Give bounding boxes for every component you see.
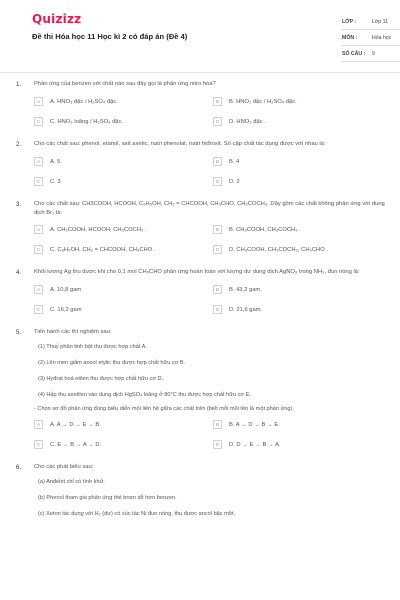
statement: (1) Thuỷ phân tinh bột thu được hợp chất A. [38, 344, 147, 350]
option-text: B. 43,2 gam. [229, 286, 262, 293]
answer-option-d[interactable] [213, 117, 386, 126]
statement: (a) Anđehit chỉ có tính khử. [38, 479, 105, 485]
option-letter-box: B [213, 97, 222, 106]
question [16, 463, 386, 518]
answer-options [34, 157, 386, 186]
option-text: C. C₆H₅OH, CH₂ = CHCOOH, CH₃CHO . [50, 246, 156, 253]
answer-option-d[interactable] [213, 245, 386, 254]
option-letter-box: C [34, 177, 43, 186]
answer-option-a[interactable] [34, 97, 207, 106]
option-letter-box: C [34, 305, 43, 314]
quizizz-logo: Quizizz [32, 12, 82, 26]
option-letter-box: A [34, 285, 43, 294]
option-text: B. HNO₂ đặc / H₂SO₄ đặc. [229, 98, 297, 105]
answer-option-a[interactable] [34, 225, 207, 234]
option-letter-box: A [34, 157, 43, 166]
answer-option-c[interactable] [34, 440, 207, 449]
option-text: D. 2 [229, 178, 240, 185]
question-number: 4. [16, 269, 22, 276]
option-text: D. D → E → B → A. [229, 441, 281, 448]
answer-option-c[interactable] [34, 245, 207, 254]
answer-option-d[interactable] [213, 440, 386, 449]
option-text: A. HNO₃ đặc / H₂SO₄ đặc. [50, 98, 118, 105]
answer-option-a[interactable] [34, 285, 207, 294]
meta-label: SỐ CÂU : [342, 50, 366, 57]
meta-row-class [342, 14, 400, 30]
option-letter-box: A [34, 225, 43, 234]
question-number: 1. [16, 81, 22, 88]
option-text: D. 21,6 gam. [229, 306, 263, 313]
option-letter-box: A [34, 420, 43, 429]
statement: (2) Lên men giấm ancol etylic thu được hợp chất hữu cơ B. [38, 360, 186, 366]
option-text: D. CH₃COOH, CH₃COCH₃, CH₃CHO . [229, 246, 328, 253]
answer-options [34, 420, 386, 449]
answer-option-b[interactable] [213, 285, 386, 294]
statement: (4) Hấp thụ axetilen vào dung dịch HgSO₄ loãng ở 80°C thu được hợp chất hữu cơ E. [38, 392, 251, 398]
statement-list [34, 343, 386, 399]
statement: (c) Xeton tác dụng với H₂ (dư) có xúc tác Ni đun nóng, thu được ancol bậc một. [38, 511, 236, 517]
question-number: 6. [16, 464, 22, 471]
question [16, 268, 386, 314]
answer-options [34, 97, 386, 126]
header-divider [0, 72, 400, 73]
option-text: D. HNO₃ đặc . [229, 118, 266, 125]
option-text: B. A → D → B → E. [229, 421, 280, 428]
option-text: B. CH₃COOH, CH₃COCH₃ . [229, 226, 301, 233]
statement: (3) Hyđrat hoá etilen thu được hợp chất hữu cơ D. [38, 376, 164, 382]
answer-option-c[interactable] [34, 305, 207, 314]
option-letter-box: C [34, 245, 43, 254]
meta-label: MÔN : [342, 34, 358, 41]
option-text: C. 3 [50, 178, 61, 185]
question-number: 3. [16, 201, 22, 208]
answer-options [34, 225, 386, 254]
option-letter-box: A [34, 97, 43, 106]
statement-list [34, 478, 386, 518]
option-text: A. CH₃COOH, HCOOH, CH₃COCH₃ . [50, 226, 147, 233]
question-text: Phản ứng của benzen với chất nào sau đây gọi là phản ứng nitro hóa? [34, 81, 216, 87]
answer-option-b[interactable] [213, 97, 386, 106]
meta-value: Hóa học [372, 34, 392, 41]
statement: (b) Phenol tham gia phản ứng thế brom dễ hơn benzen. [38, 495, 177, 501]
option-text: A. 10,8 gam [50, 286, 82, 293]
answer-option-d[interactable] [213, 177, 386, 186]
meta-label: LỚP : [342, 18, 357, 25]
header [16, 0, 392, 68]
option-text: C. HNO₃ loãng / H₂SO₄ đặc. [50, 118, 124, 125]
option-letter-box: B [213, 225, 222, 234]
answer-options [34, 285, 386, 314]
option-letter-box: D [213, 117, 222, 126]
option-letter-box: D [213, 245, 222, 254]
option-text: A. A → D → E → B. [50, 421, 101, 428]
question [16, 140, 386, 186]
option-letter-box: C [34, 440, 43, 449]
question [16, 200, 386, 254]
answer-option-a[interactable] [34, 420, 207, 429]
meta-value: 9 [372, 50, 375, 57]
document-title: Đề thi Hóa học 11 Học kì 2 có đáp án (Đề 4) [32, 32, 188, 41]
answer-option-a[interactable] [34, 157, 207, 166]
option-text: C. E → B → A → D. [50, 441, 102, 448]
answer-option-b[interactable] [213, 225, 386, 234]
option-letter-box: D [213, 440, 222, 449]
question-text: Tiến hành các thí nghiệm sau: [34, 329, 112, 335]
question [16, 80, 386, 126]
option-text: A. 5 [50, 158, 61, 165]
question [16, 328, 386, 449]
option-text: C. 16,2 gam [50, 306, 82, 313]
question-instruction: - Chọn sơ đồ phản ứng đúng biểu diễn mối liên hệ giữa các chất trên (biết mỗi mũi tên là một phản ứng). [34, 406, 294, 412]
question-text: Cho các chất sau: CH3COOH, HCOOH, C₆H₅OH, CH₂ = CHCOOH, CH₃CHO, CH₃COCH₃. Dãy gồm các chất không phản ứng với dung dịch Br₂ là: [34, 201, 385, 216]
option-text: B. 4 [229, 158, 240, 165]
meta-table [342, 14, 400, 62]
answer-option-b[interactable] [213, 157, 386, 166]
answer-option-c[interactable] [34, 117, 207, 126]
question-text: Cho các chất sau: phenol, etanol, axit axetic, natri phenolat, natri hiđroxit. Số cặp chất tác dụng được với nhau là: [34, 141, 326, 147]
meta-row-count [342, 46, 400, 62]
question-number: 5. [16, 329, 22, 336]
option-letter-box: B [213, 157, 222, 166]
option-letter-box: D [213, 305, 222, 314]
answer-option-c[interactable] [34, 177, 207, 186]
meta-value: Lớp 11 [372, 18, 388, 25]
answer-option-d[interactable] [213, 305, 386, 314]
option-letter-box: B [213, 285, 222, 294]
option-letter-box: D [213, 177, 222, 186]
question-text: Khối lượng Ag thu được khi cho 0,1 mol CH₃CHO phản ứng hoàn toàn với lượng dư dung dịch AgNO₃ trong NH₃, đun nóng là: [34, 269, 360, 275]
question-number: 2. [16, 141, 22, 148]
question-text: Cho các phát biểu sau: [34, 464, 94, 470]
meta-row-subject [342, 30, 400, 46]
option-letter-box: C [34, 117, 43, 126]
question-list [16, 80, 386, 532]
option-letter-box: B [213, 420, 222, 429]
answer-option-b[interactable] [213, 420, 386, 429]
